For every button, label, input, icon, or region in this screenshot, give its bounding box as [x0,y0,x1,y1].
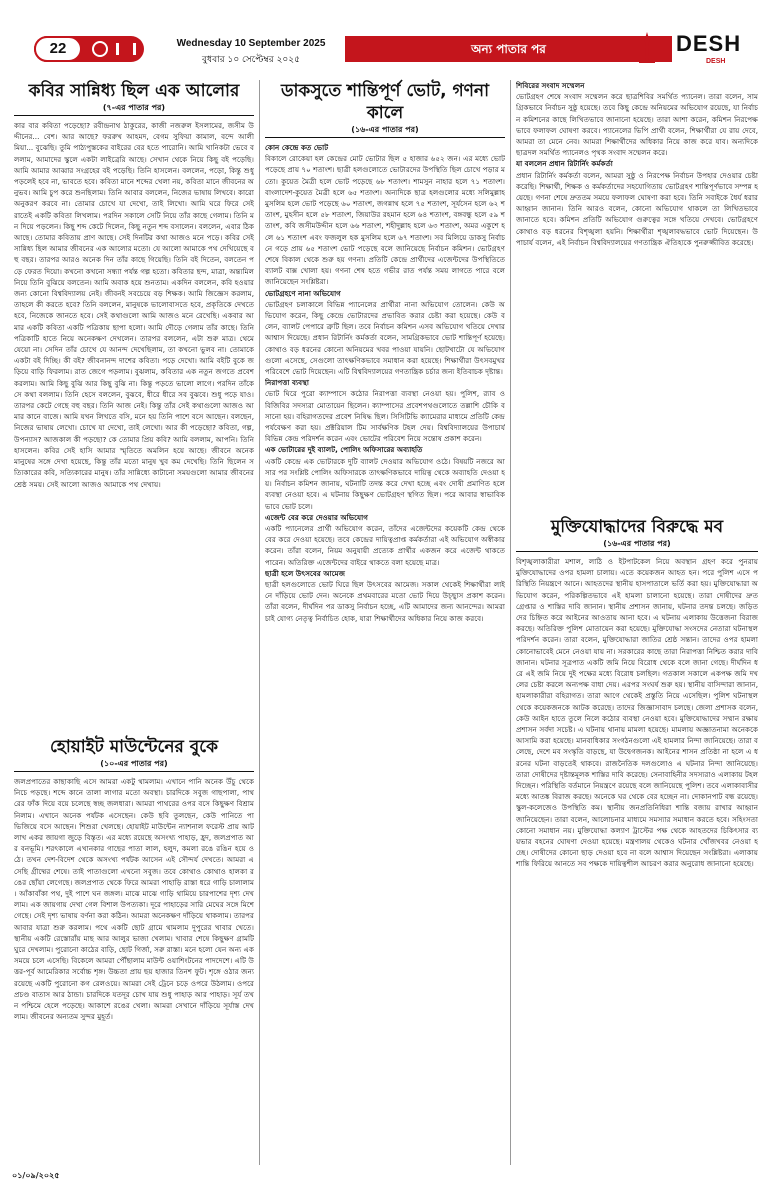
tower-icon [633,30,661,64]
divider [14,771,254,772]
divider [265,137,505,138]
subheading: ছাত্রী হলে উৎসবের আমেজ [265,568,346,578]
headline: মুক্তিযোদ্ধাদের বিরুদ্ধে মব [550,517,724,537]
logo-wordmark: DESH [676,31,742,56]
headline: কবির সান্নিধ্য ছিল এক আলোর [28,81,240,101]
paragraph: ভোট ঘিরে পুরো ক্যাম্পাসে কঠোর নিরাপত্তা ব্যবস্থা নেওয়া হয়। পুলিশ, র‌্যাব ও বিজিবির সদস্যরা মোতায়েন ছিলেন। ক্যাম্পাসের প্রবেশপথগুলোতে তল্লাশি চৌকি বসানো হয়। বহিরাগতদের প্রবেশ নিষিদ্ধ ছিল। সিসিটিভি ক্যামেরার মাধ্যমে প্রতিটি কেন্দ্র পর্যবেক্ষণ করা হয়। প্রক্টরিয়াল টিম সার্বক্ষণিক টহল দেয়। বিশ্ববিদ্যালয়ের উপাচার্য বিভিন্ন কেন্দ্র পরিদর্শন করেন এবং ভোটের পরিবেশ নিয়ে সন্তোষ প্রকাশ করেন। [265,389,505,444]
continued-from: (৭-এর পাতার পর) [102,103,166,112]
divider [14,115,254,116]
column-divider [510,80,511,1165]
paragraph: একটি কেন্দ্রে এক ভোটারকে দুটি ব্যালট দেওয়ার অভিযোগ ওঠে। বিষয়টি নজরে আসার পর সংশ্লিষ্ট পোলিং অফিসারকে তাৎক্ষণিকভাবে দায়িত্ব থেকে অব্যাহতি দেওয়া হয়। নির্বাচন কমিশন জানায়, ঘটনাটি তদন্ত করে দেখা হচ্ছে এবং দোষী প্রমাণিত হলে ব্যবস্থা নেওয়া হবে। এ ঘটনায় কিছুক্ষণ ভোটগ্রহণ স্থগিত ছিল। পরে আবার স্বাভাবিকভাবে ভোট চলে। [265,456,505,511]
continued-from: (১০-এর পাতার পর) [100,759,168,768]
section-banner: অন্য পাতার পর [345,36,672,62]
article-body: বিশৃঙ্খলাকারীরা মশাল, লাঠি ও ইটপাটকেল নিয়ে অবস্থান গ্রহণ করে পুনরায় মুক্তিযোদ্ধাদের ওপর হামলা চালায়। এতে কয়েকজন আহত হন। পরে পুলিশ এসে পরিস্থিতি নিয়ন্ত্রণে আনে। আহতদের স্থানীয় হাসপাতালে ভর্তি করা হয়। মুক্তিযোদ্ধারা অভিযোগ করেন, পরিকল্পিতভাবে এই হামলা চালানো হয়েছে। তারা দোষীদের দ্রুত গ্রেপ্তার ও শাস্তির দাবি জানান। স্থানীয় প্রশাসন জানায়, ঘটনার তদন্ত চলছে। জড়িতদের চিহ্নিত করে আইনের আওতায় আনা হবে। এ ঘটনায় এলাকায় উত্তেজনা বিরাজ করছে। অতিরিক্ত পুলিশ মোতায়েন করা হয়েছে। মুক্তিযোদ্ধা সংসদের নেতারা ঘটনাস্থল পরিদর্শন করেন। তারা বলেন, মুক্তিযোদ্ধারা জাতির শ্রেষ্ঠ সন্তান। তাদের ওপর হামলা কোনোভাবেই মেনে নেওয়া যায় না। সরকারের কাছে তারা নিরাপত্তা নিশ্চিত করার দাবি জানান। ঘটনার সূত্রপাত একটি জমি নিয়ে বিরোধ থেকে বলে জানা গেছে। দীর্ঘদিন ধরে এই জমি নিয়ে দুই পক্ষের মধ্যে বিরোধ চলছিল। গতকাল সকালে একপক্ষ জমি দখলের চেষ্টা করলে অন্যপক্ষ বাধা দেয়। এরপর সংঘর্ষ শুরু হয়। স্থানীয় বাসিন্দারা জানান, হামলাকারীরা বহিরাগত। তারা আগে থেকেই প্রস্তুতি নিয়ে এসেছিল। পুলিশ ঘটনাস্থল থেকে কয়েকজনকে আটক করেছে। তাদের জিজ্ঞাসাবাদ চলছে। জেলা প্রশাসক বলেন, কেউ আইন হাতে তুলে নিলে কঠোর ব্যবস্থা নেওয়া হবে। মুক্তিযোদ্ধাদের সম্মান রক্ষায় প্রশাসন সর্বদা সচেষ্ট। এ ঘটনায় থানায় মামলা হয়েছে। মামলায় অজ্ঞাতনামা অনেককে আসামি করা হয়েছে। মানবাধিকার সংগঠনগুলো এই হামলার নিন্দা জানিয়েছে। তারা বলেছে, দেশে মব সংস্কৃতি বাড়ছে, যা উদ্বেগজনক। আইনের শাসন প্রতিষ্ঠা না হলে এ ধরনের ঘটনা বাড়তেই থাকবে। রাজনৈতিক দলগুলোও এ ঘটনার নিন্দা জানিয়েছে। তারা দোষীদের দৃষ্টান্তমূলক শাস্তির দাবি করেছে। সেনাবাহিনীর সদস্যরাও এলাকায় টহল দিচ্ছেন। পরিস্থিতি বর্তমানে নিয়ন্ত্রণে রয়েছে বলে জানিয়েছে পুলিশ। তবে এলাকাবাসীর মধ্যে আতঙ্ক বিরাজ করছে। অনেকে ঘর থেকে বের হচ্ছেন না। দোকানপাট বন্ধ রয়েছে। স্কুল-কলেজেও উপস্থিতি কম। স্থানীয় জনপ্রতিনিধিরা শান্তি বজায় রাখার আহ্বান জানিয়েছেন। তারা বলেন, আলোচনার মাধ্যমে সমস্যার সমাধান করতে হবে। সহিংসতা কোনো সমাধান নয়। মুক্তিযোদ্ধা কল্যাণ ট্রাস্টের পক্ষ থেকে আহতদের চিকিৎসার ব্যয়ভার বহনের ঘোষণা দেওয়া হয়েছে। মন্ত্রণালয় থেকেও ঘটনার খোঁজখবর নেওয়া হচ্ছে। দোষীদের কোনো ছাড় দেওয়া হবে না বলে আশ্বাস দিয়েছেন সংশ্লিষ্টরা। এলাকায় শান্তি ফিরিয়ে আনতে সব পক্ষকে দায়িত্বশীল আচরণ করার অনুরোধ জানানো হয়েছে। [516,557,758,869]
page-number: 22 [34,36,82,62]
headline: ডাকসুতে শান্তিপূর্ণ ভোট, গণনা কালে [280,81,489,123]
headline: হোয়াইট মাউন্টেনের বুকে [50,737,218,757]
article-body: কার বার কবিতা পড়েছো? রবীন্দ্রনাথ ঠাকুরের, কাজী নজরুল ইসলামের, জসীম উদ্দীনের... বেশ। আর আছে? ফররুখ আহমদ, বেগম সুফিয়া কামাল, বন্দে আলী মিয়া... বুঝেছি। তুমি পাঠ্যপুস্তকের বাইরের বের হতে পারোনি। আমি খানিকটা ভেবে বললাম, আমাদের স্কুলে একটা লাইব্রেরি আছে। সেখান থেকে নিয়ে কিছু বই পড়েছি। আমি আমার আব্বার সংগ্রহের বই পড়েছি। তিনি হাসলেন। বললেন, পড়ো, কিন্তু শুধু পড়লেই হবে না, ভাবতে হবে। কবিতা মানে শব্দের খেলা নয়, কবিতা মানে জীবনের অনুভব। আমি চুপ করে শুনছিলাম। তিনি আবার বললেন, নিজের ভাষায় লিখবে। কারো অনুকরণ করবে না। তোমার চোখে যা দেখো, তাই লিখো। আমি ঘরে ফিরে সেই রাতেই একটি কবিতা লিখলাম। পরদিন সকালে সেটি নিয়ে তাঁর কাছে গেলাম। তিনি মন দিয়ে পড়লেন। কিছু শব্দ কেটে দিলেন, কিছু নতুন শব্দ বসালেন। বললেন, এবার ঠিক আছে। তোমার কবিতায় প্রাণ আছে। সেই দিনটির কথা আজও মনে পড়ে। কবির সেই সান্নিধ্য ছিল আমার জীবনের এক আলোর মতো। যে আলো আমাকে পথ দেখিয়েছে বহু বছর। তারপর আরও অনেক দিন তাঁর কাছে গিয়েছি। তিনি বই দিতেন, বলতেন পড়ে ফেরত দিয়ো। কখনো কখনো সন্ধ্যা পর্যন্ত গল্প হতো। কবিতার ছন্দ, মাত্রা, অন্ত্যমিল নিয়ে তিনি বুঝিয়ে বলতেন। আমি অবাক হয়ে শুনতাম। একদিন বললেন, কবি হওয়ার জন্য কোনো বিশ্ববিদ্যালয় নেই। জীবনই সবচেয়ে বড় শিক্ষক। আমি জিজ্ঞেস করলাম, তাহলে কী করতে হবে? তিনি বললেন, মানুষকে ভালোবাসতে হবে, প্রকৃতিকে দেখতে হবে, নিজেকে জানতে হবে। সেই কথাগুলো আমি আজও মনে রেখেছি। একবার আমার একটি কবিতা একটি পত্রিকায় ছাপা হলো। আমি দৌড়ে গেলাম তাঁর কাছে। তিনি পত্রিকাটি হাতে নিয়ে অনেকক্ষণ দেখলেন। তারপর বললেন, এটা শুরু মাত্র। থেমে যেয়ো না। সেদিন তাঁর চোখে যে আনন্দ দেখেছিলাম, তা কখনো ভুলব না। তোমাকে একটা বই দিচ্ছি। কী বই? জীবনানন্দ দাশের কবিতা। পড়ে দেখো। আমি বইটি বুকে জড়িয়ে বাড়ি ফিরলাম। রাত জেগে পড়লাম। বুঝলাম, কবিতার এক নতুন জগতে প্রবেশ করলাম। আমি কিছু বুঝি আর কিছু বুঝি না। কিন্তু পড়তে ভালো লাগে। পরদিন তাঁকে সে কথা বললাম। তিনি হেসে বললেন, বুঝবে, ধীরে ধীরে সব বুঝবে। শুধু পড়ে যাও। তারপর কেটে গেছে বহু বছর। তিনি আজ নেই। কিন্তু তাঁর সেই কথাগুলো আজও আমার কানে বাজে। আমি যখন লিখতে বসি, মনে হয় তিনি পাশে বসে আছেন। বলছেন, নিজের ভাষায় লেখো। চোখে যা দেখো, তাই লেখো। আর কী পড়েছো? কবিতা, গল্প, উপন্যাস? আজকাল কী পড়ছো? কে তোমার প্রিয় কবি? আমি বললাম, আপনি। তিনি হাসলেন। কবির সেই হাসি আমার স্মৃতিতে অমলিন হয়ে আছে। জীবনে অনেক মানুষের সঙ্গে দেখা হয়েছে, কিন্তু তাঁর মতো মানুষ খুব কম দেখেছি। তিনি ছিলেন সত্যিকারের কবি, সত্যিকারের মানুষ। তাঁর সান্নিধ্যে কাটানো সময়গুলো আমার জীবনের শ্রেষ্ঠ সময়। সেই আলো আজও আমাকে পথ দেখায়। [14,121,254,489]
logo-sub: DESH [706,58,726,65]
circle-icon [92,41,108,57]
date-block [176,38,326,67]
continued-from: (১৬-এর পাতার পর) [351,125,419,134]
page-number-badge [34,36,144,62]
subheading: এজেন্ট বের করে দেওয়ার অভিযোগ [265,512,368,522]
paragraph: ভোটগ্রহণ শেষে সংবাদ সম্মেলন করে ছাত্রশিবির সমর্থিত প্যানেল। তারা বলেন, সামগ্রিকভাবে নির্বাচন সুষ্ঠু হয়েছে। তবে কিছু কেন্দ্রে অনিয়মের অভিযোগ রয়েছে, যা নির্বাচন কমিশনের কাছে লিখিতভাবে জানানো হয়েছে। তারা আশা করেন, কমিশন নিরপেক্ষভাবে ফলাফল ঘোষণা করবে। প্যানেলের ভিপি প্রার্থী বলেন, শিক্ষার্থীরা যে রায় দেবে, আমরা তা মেনে নেব। আমরা শিক্ষার্থীদের অধিকার নিয়ে কাজ করে যাব। অন্যদিকে ছাত্রদল সমর্থিত প্যানেলও পৃথক সংবাদ সম্মেলন করে। [516,92,758,158]
subheading: ভোটগ্রহণে নানা অভিযোগ [265,288,341,298]
paragraph: ছাত্রী হলগুলোতে ভোট ঘিরে ছিল উৎসবের আমেজ। সকাল থেকেই শিক্ষার্থীরা লাইনে দাঁড়িয়ে ভোট দেন। অনেকে প্রথমবারের মতো ভোট দিয়ে উচ্ছ্বাস প্রকাশ করেন। তাঁরা বলেন, দীর্ঘদিন পর ডাকসু নির্বাচন হচ্ছে, এটি আমাদের জন্য আনন্দের। আমরা চাই যোগ্য নেতৃত্ব নির্বাচিত হোক, যারা শিক্ষার্থীদের অধিকার নিয়ে কাজ করবে। [265,579,505,623]
subheading: শিবিরের সংবাদ সম্মেলন [516,81,585,90]
bars-icon [116,43,136,55]
divider [516,551,758,552]
paragraph: একটি প্যানেলের প্রার্থী অভিযোগ করেন, তাঁদের এজেন্টদের কয়েকটি কেন্দ্র থেকে বের করে দেওয়া হয়েছে। তবে কেন্দ্রের দায়িত্বপ্রাপ্ত কর্মকর্তারা এই অভিযোগ অস্বীকার করেন। তাঁরা বলেন, নিয়ম অনুযায়ী প্রত্যেক প্রার্থীর একজন করে এজেন্ট থাকতে পারেন। অতিরিক্ত এজেন্টদের বাইরে থাকতে বলা হয়েছে মাত্র। [265,523,505,567]
subheading: এক ভোটারের দুই ব্যালট, পোলিং অফিসারের অব্যাহতি [265,445,423,455]
paragraph: বিকালে রোকেয়া হল কেন্দ্রের মোট ভোটার ছিল ৫ হাজার ৬৫২ জন। এর মধ্যে ভোট পড়েছে প্রায় ৭০ শতাংশ। ছাত্রী হলগুলোতে ভোটারদের উপস্থিতি ছিল চোখে পড়ার মতো। কুয়েত মৈত্রী হলে ভোট পড়েছে ৬৮ শতাংশ। শামসুন নাহার হলে ৭১ শতাংশ। বাংলাদেশ-কুয়েত মৈত্রী হলে ৬৫ শতাংশ। অন্যদিকে ছাত্র হলগুলোর মধ্যে সলিমুল্লাহ মুসলিম হলে ভোট পড়েছে ৬০ শতাংশ, জগন্নাথ হলে ৭৫ শতাংশ, সূর্যসেন হলে ৬২ শতাংশ, মুহসীন হলে ৫৮ শতাংশ, জিয়াউর রহমান হলে ৬৪ শতাংশ, বঙ্গবন্ধু হলে ৫৯ শতাংশ, কবি জসীমউদ্দীন হলে ৬৬ শতাংশ, শহীদুল্লাহ হলে ৬৩ শতাংশ, অমর একুশে হলে ৬১ শতাংশ এবং ফজলুল হক মুসলিম হলে ৬৭ শতাংশ। সব মিলিয়ে ডাকসু নির্বাচনে গড়ে প্রায় ৬৫ শতাংশ ভোট পড়েছে বলে জানিয়েছে নির্বাচন কমিশন। ভোটগ্রহণ শেষে বিকাল থেকে শুরু হয় গণনা। প্রতিটি কেন্দ্রে প্রার্থীদের এজেন্টদের উপস্থিতিতে ব্যালট বাক্স খোলা হয়। গণনা শেষ হতে গভীর রাত পর্যন্ত সময় লাগতে পারে বলে জানিয়েছেন সংশ্লিষ্টরা। [265,154,505,287]
subheading: কোন কেন্দ্রে কত ভোট [265,143,329,152]
page-header [0,0,770,78]
article-shibir [516,80,758,510]
article-daksu [265,80,505,1165]
subheading: যা বললেন প্রধান রিটার্নিং কর্মকর্তা [516,159,613,169]
article-body [265,142,505,1190]
footer-date: ০১/০৯/২০২৫ [12,1171,60,1180]
subheading: নিরাপত্তা ব্যবস্থা [265,378,309,388]
desh-logo [676,31,742,72]
date-english: Wednesday 10 September 2025 [176,38,326,49]
continued-from: (১৬-এর পাতার পর) [603,539,671,548]
paragraph: ভোটগ্রহণ চলাকালে বিভিন্ন প্যানেলের প্রার্থীরা নানা অভিযোগ তোলেন। কেউ অভিযোগ করেন, কিছু কেন্দ্রে ভোটারদের প্রভাবিত করার চেষ্টা করা হয়েছে। কেউ বলেন, ব্যালট পেপারে ত্রুটি ছিল। তবে নির্বাচন কমিশন এসব অভিযোগ খতিয়ে দেখার আশ্বাস দিয়েছে। প্রধান রিটার্নিং কর্মকর্তা বলেন, সামগ্রিকভাবে ভোট শান্তিপূর্ণ হয়েছে। কোথাও বড় ধরনের কোনো অনিয়মের খবর পাওয়া যায়নি। ছোটখাটো যে অভিযোগগুলো এসেছে, সেগুলো তাৎক্ষণিকভাবে সমাধান করা হয়েছে। শিক্ষার্থীরা উৎসবমুখর পরিবেশে ভোট দিয়েছেন। এটি বিশ্ববিদ্যালয়ের গণতান্ত্রিক চর্চার জন্য ইতিবাচক দৃষ্টান্ত। [265,299,505,377]
article-body: জলপ্রপাতের কাছাকাছি এসে আমরা একটু থামলাম। এখানে পানি অনেক উঁচু থেকে নিচে পড়ছে। শব্দে কানে তালা লাগার মতো অবস্থা। চারদিকে সবুজ গাছপালা, পাথরের ফাঁক দিয়ে বয়ে চলেছে স্বচ্ছ জলধারা। আমরা পাথরের ওপর বসে কিছুক্ষণ বিশ্রাম নিলাম। এখানে অনেক পর্যটক এসেছেন। কেউ ছবি তুলছেন, কেউ পানিতে পা ভিজিয়ে বসে আছেন। শিশুরা খেলছে। হোয়াইট মাউন্টেন ন্যাশনাল ফরেস্ট প্রায় আট লাখ একর জায়গা জুড়ে বিস্তৃত। এর মধ্যে রয়েছে অসংখ্য পাহাড়, হ্রদ, জলপ্রপাত আর বনভূমি। শরৎকালে এখানকার গাছের পাতা লাল, হলুদ, কমলা রঙে রঙিন হয়ে ওঠে। তখন দেশ-বিদেশ থেকে অসংখ্য পর্যটক আসেন এই সৌন্দর্য দেখতে। আমরা এসেছি গ্রীষ্মের শেষে। তাই পাতাগুলো এখনো সবুজ। তবে কোথাও কোথাও হালকা রঙের ছোঁয়া লেগেছে। জলপ্রপাত থেকে ফিরে আমরা পাহাড়ি রাস্তা ধরে গাড়ি চালালাম। আঁকাবাঁকা পথ, দুই পাশে ঘন জঙ্গল। মাঝে মাঝে গাড়ি থামিয়ে চারপাশের দৃশ্য দেখলাম। এক জায়গায় দেখা গেল বিশাল উপত্যকা। দূরে পাহাড়ের সারি মেঘের সঙ্গে মিশে গেছে। সেই দৃশ্য ভাষায় বর্ণনা করা কঠিন। আমরা অনেকক্ষণ দাঁড়িয়ে থাকলাম। তারপর আবার যাত্রা শুরু করলাম। পথে একটি ছোট গ্রামে থামলাম দুপুরের খাবার খেতে। স্থানীয় একটি রেস্তোরাঁয় মাছ আর আলুর ভাজা খেলাম। খাবার শেষে কিছুক্ষণ গ্রামটি ঘুরে দেখলাম। পুরোনো কাঠের বাড়ি, ছোট গির্জা, সরু রাস্তা। মনে হলো যেন অন্য এক সময়ে চলে এসেছি। বিকেলে আমরা পৌঁছালাম মাউন্ট ওয়াশিংটনের পাদদেশে। এটি উত্তর-পূর্ব আমেরিকার সর্বোচ্চ শৃঙ্গ। উচ্চতা প্রায় ছয় হাজার তিনশ ফুট। শৃঙ্গে ওঠার জন্য রয়েছে একটি পুরোনো কগ রেলওয়ে। আমরা সেই ট্রেনে চড়ে ওপরে উঠলাম। ওপরে প্রচণ্ড বাতাস আর ঠান্ডা। চারদিকে যতদূর চোখ যায় শুধু পাহাড় আর পাহাড়। সূর্য তখন পশ্চিমে হেলে পড়েছে। আকাশে রঙের খেলা। আমরা সেখানে দাঁড়িয়ে সূর্যাস্ত দেখলাম। জীবনের অন্যতম সুন্দর মুহূর্ত। [14,777,254,1022]
article-white-mountain [14,736,254,1164]
article-muktijoddha [516,516,758,1166]
column-divider [259,80,260,1165]
date-bengali: বুধবার ১০ সেপ্টেম্বর ২০২৫ [202,55,300,65]
article-kobi [14,80,254,725]
paragraph: প্রধান রিটার্নিং কর্মকর্তা বলেন, আমরা সুষ্ঠু ও নিরপেক্ষ নির্বাচন উপহার দেওয়ার চেষ্টা করেছি। শিক্ষার্থী, শিক্ষক ও কর্মকর্তাদের সহযোগিতায় ভোটগ্রহণ শান্তিপূর্ণভাবে সম্পন্ন হয়েছে। গণনা শেষে দ্রুততম সময়ে ফলাফল ঘোষণা করা হবে। তিনি সবাইকে ধৈর্য ধরার আহ্বান জানান। তিনি আরও বলেন, কোনো অভিযোগ থাকলে তা লিখিতভাবে জানাতে হবে। কমিশন প্রতিটি অভিযোগ গুরুত্বের সঙ্গে খতিয়ে দেখবে। ভোটগ্রহণে কোথাও বড় ধরনের বিশৃঙ্খলা হয়নি। শিক্ষার্থীরা শৃঙ্খলাবদ্ধভাবে ভোট দিয়েছেন। উপাচার্য বলেন, এই নির্বাচন বিশ্ববিদ্যালয়ের গণতান্ত্রিক ঐতিহ্যকে পুনরুজ্জীবিত করেছে। [516,170,758,247]
article-body [516,80,758,508]
